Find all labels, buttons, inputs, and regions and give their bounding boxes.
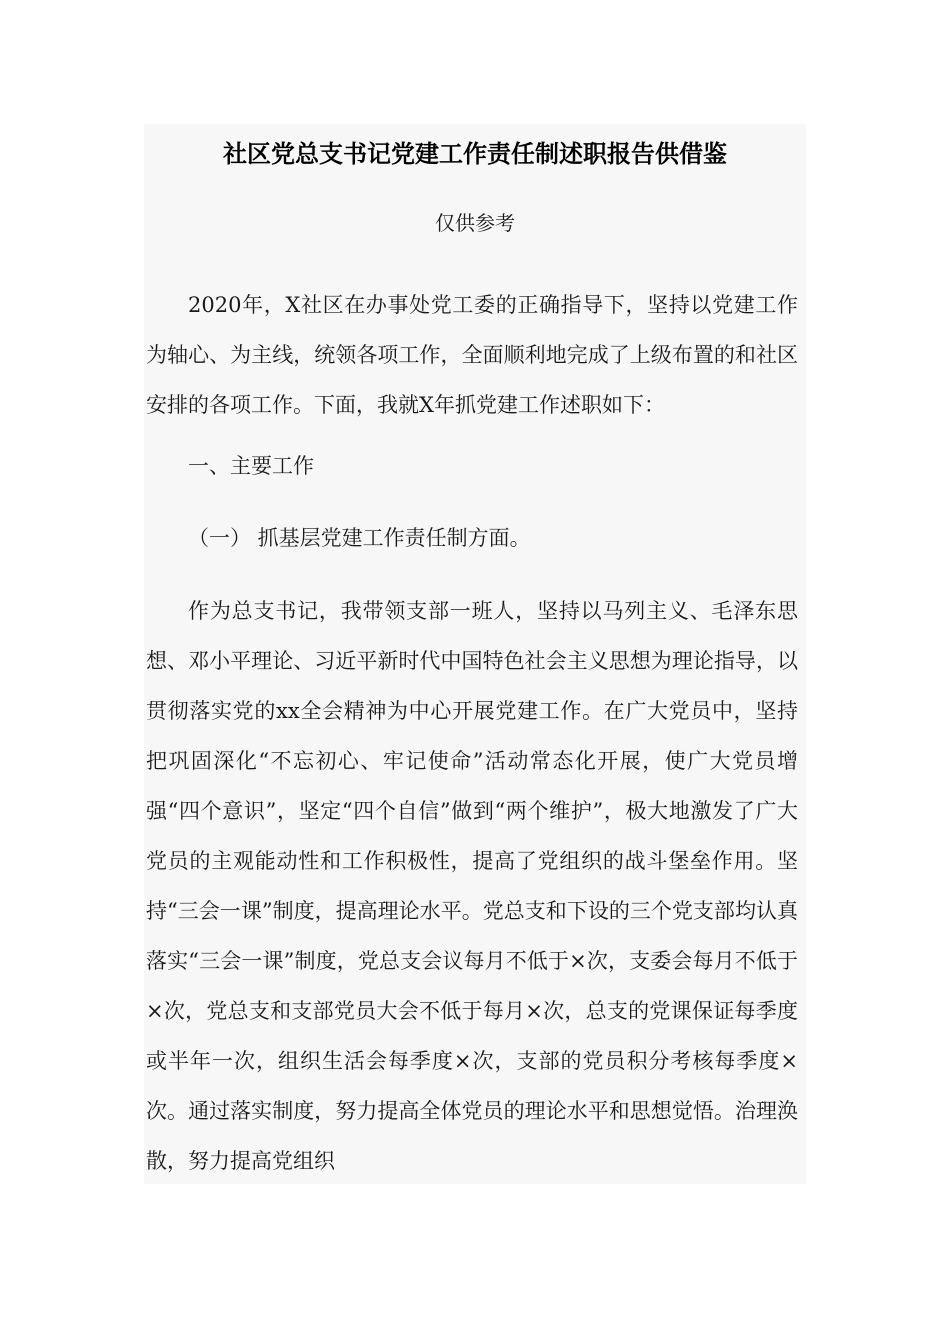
subsection-heading: （一） 抓基层党建工作责任制方面。	[188, 526, 531, 550]
document-title: 社区党总支书记党建工作责任制述职报告供借鉴	[223, 139, 727, 168]
document-subtitle: 仅供参考	[435, 211, 515, 235]
intro-paragraph: 2020年，X社区在办事处党工委的正确指导下，坚持以党建工作为轴心、为主线，统领各项工作，全面顺利地完成了上级布置的和社区安排的各项工作。下面，我就X年抓党建工作述职如下：	[146, 293, 798, 417]
body-paragraph: 作为总支书记，我带领支部一班人，坚持以马列主义、毛泽东思想、邓小平理论、习近平新时代中国特色社会主义思想为理论指导，以贯彻落实党的xx全会精神为中心开展党建工作。在广大党员中，坚持把巩固深化“不忘初心、牢记使命”活动常态化开展，使广大党员增强“四个意识”，坚定“四个自信”做到“两个维护”，极大地激发了广大党员的主观能动性和工作积极性，提高了党组织的战斗堡垒作用。坚持“三会一课”制度，提高理论水平。党总支和下设的三个党支部均认真落实“三会一课”制度，党总支会议每月不低于×次，支委会每月不低于×次，党总支和支部党员大会不低于每月×次，总支的党课保证每季度或半年一次，组织生活会每季度×次，支部的党员积分考核每季度×次。通过落实制度，努力提高全体党员的理论水平和思想觉悟。治理涣散，努力提高党组织	[146, 599, 798, 1173]
section-heading: 一、主要工作	[188, 454, 314, 478]
